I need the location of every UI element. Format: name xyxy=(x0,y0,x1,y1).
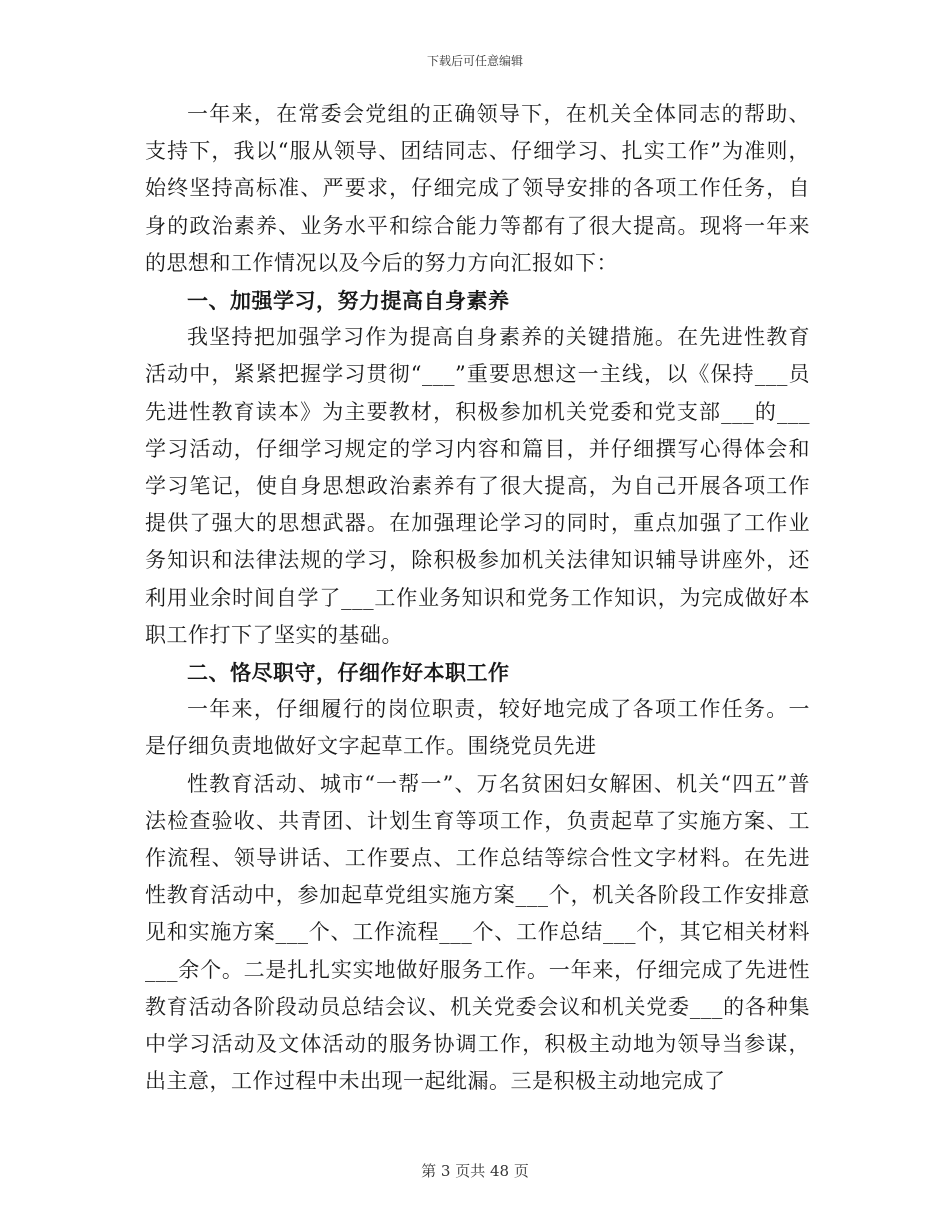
document-body xyxy=(145,96,810,1100)
page-header: 下载后可任意编辑 xyxy=(426,54,523,68)
section-heading-1: 一、加强学习，努力提高自身素养 xyxy=(187,288,510,314)
section-2-paragraph-1: 一年来，仔细履行的岗位职责，较好地完成了各项工作任务。一是仔细负责地做好文字起草工作。围绕党员先进 xyxy=(145,697,810,759)
section-1-paragraph: 我坚持把加强学习作为提高自身素养的关键措施。在先进性教育活动中，紧紧把握学习贯彻“___”重要思想这一主线，以《保持___员先进性教育读本》为主要教材，积极参加机关党委和党支部___的___学习活动，仔细学习规定的学习内容和篇目，并仔细撰写心得体会和学习笔记，使自身思想政治素养有了很大提高，为自己开展各项工作提供了强大的思想武器。在加强理论学习的同时，重点加强了工作业务知识和法律法规的学习，除积极参加机关法律知识辅导讲座外，还利用业余时间自学了___工作业务知识和党务工作知识，为完成做好本职工作打下了坚实的基础。 xyxy=(145,325,810,647)
section-2-paragraph-2: 性教育活动、城市“一帮一”、万名贫困妇女解困、机关“四五”普法检查验收、共青团、计划生育等项工作，负责起草了实施方案、工作流程、领导讲话、工作要点、工作总结等综合性文字材料。在先进性教育活动中，参加起草党组实施方案___个，机关各阶段工作安排意见和实施方案___个、工作流程___个、工作总结___个，其它相关材料___余个。二是扎扎实实地做好服务工作。一年来，仔细完成了先进性教育活动各阶段动员总结会议、机关党委会议和机关党委___的各种集中学习活动及文体活动的服务协调工作，积极主动地为领导当参谋，出主意，工作过程中未出现一起纰漏。三是积极主动地完成了 xyxy=(145,771,810,1094)
page-footer: 第 3 页共 48 页 xyxy=(421,1162,529,1180)
section-heading-2: 二、恪尽职守，仔细作好本职工作 xyxy=(187,660,510,686)
intro-paragraph: 一年来，在常委会党组的正确领导下，在机关全体同志的帮助、支持下，我以“服从领导、团结同志、仔细学习、扎实工作”为准则，始终坚持高标准、严要求，仔细完成了领导安排的各项工作任务，自身的政治素养、业务水平和综合能力等都有了很大提高。现将一年来的思想和工作情况以及今后的努力方向汇报如下： xyxy=(145,102,810,275)
